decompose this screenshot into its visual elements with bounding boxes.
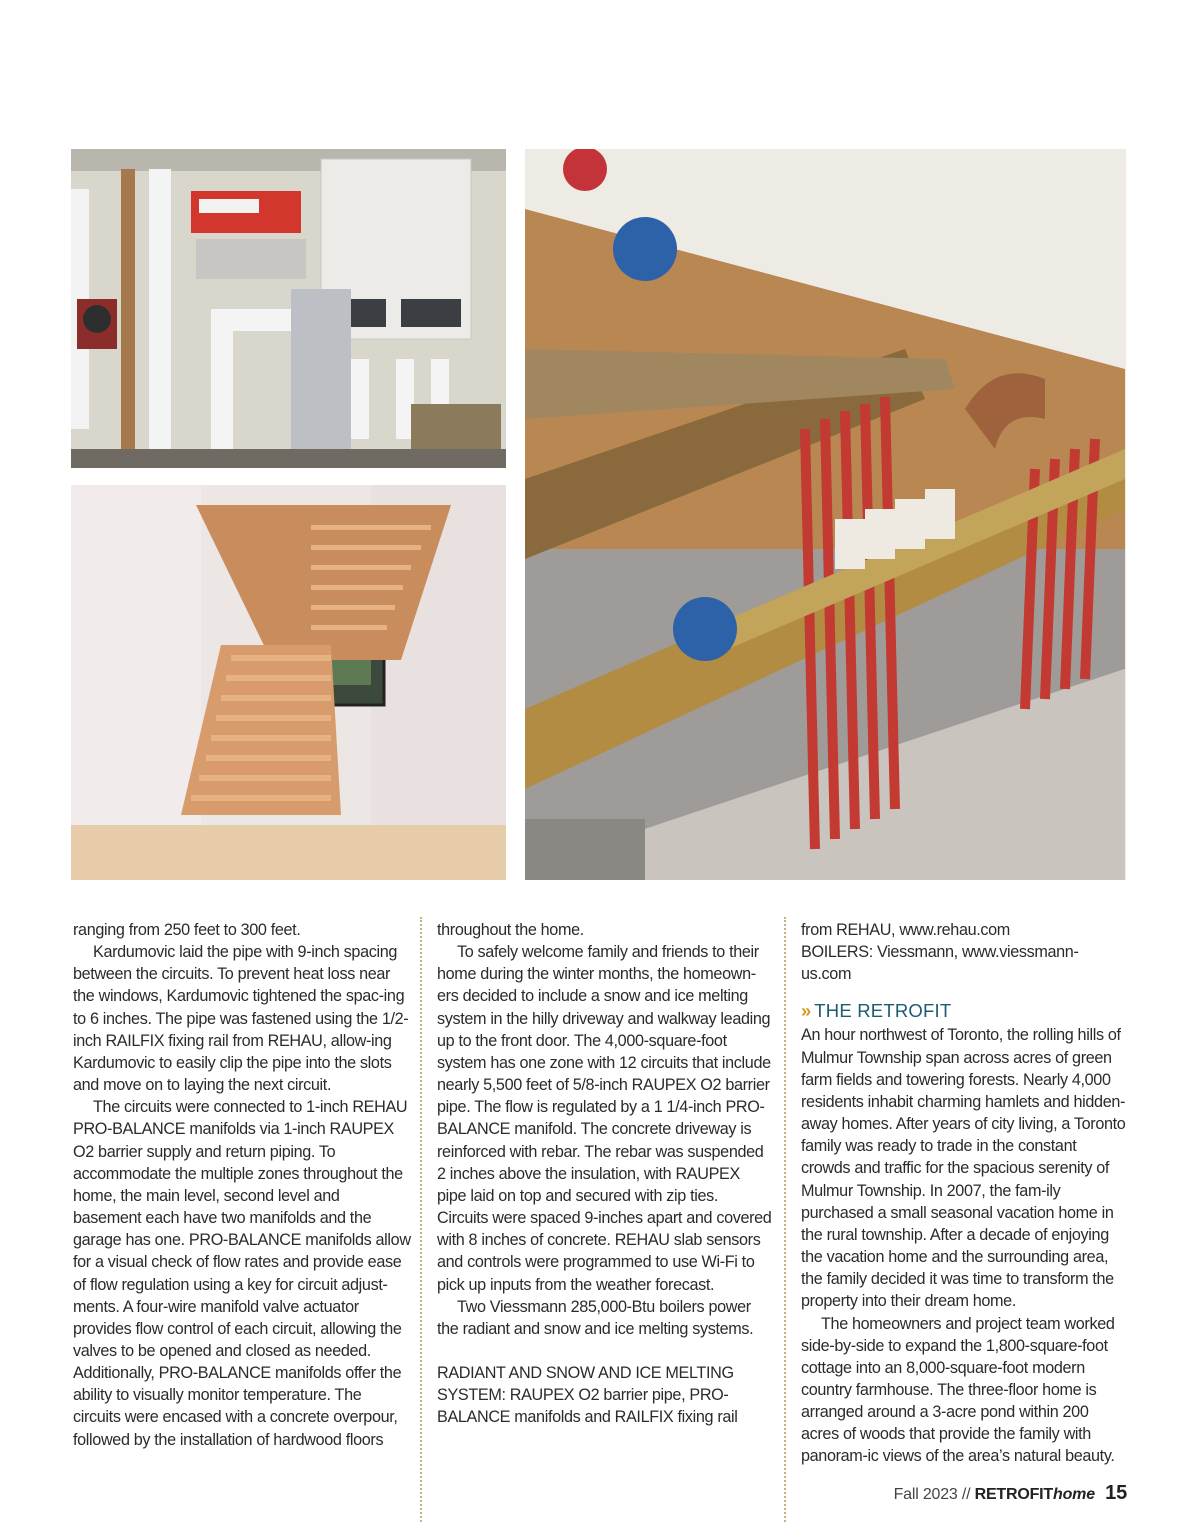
photo-staircase <box>71 485 506 880</box>
section-heading-text: THE RETROFIT <box>814 1000 952 1022</box>
paragraph: An hour northwest of Toronto, the rolling hills of Mulmur Township span across acres of green farm fields and towering forests. Nearly 4,000 residents inhabit charming hamlets and hidden-away homes. After years of city living, a Toronto family was ready to trade in the constant crowds and traffic for the spacious serenity of Mulmur Township. In 2007, the fam-ily purchased a small seasonal vacation home in the rural township. After a decade of enjoying the vacation home and the surrounding area, the family decided it was time to transform the property into their dream home. <box>801 1026 1126 1311</box>
publication-name: RETROFIThome <box>974 1486 1095 1503</box>
page-footer <box>894 1482 1127 1505</box>
chevron-icon: » <box>801 1000 809 1022</box>
source-credit: RADIANT AND SNOW AND ICE MELTING SYSTEM: RAUPEX O2 barrier pipe, PRO-BALANCE manifolds and RAILFIX fixing rail <box>437 1363 738 1427</box>
section-heading <box>801 999 1127 1023</box>
paragraph: The circuits were connected to 1-inch REHAU PRO-BALANCE manifolds via 1-inch RAUPEX O2 barrier supply and return piping. To accommodate the multiple zones throughout the home, the main level, second level and basement each have two manifolds and the garage has one. PRO-BALANCE manifolds allow for a visual check of flow rates and provide ease of flow regulation using a key for circuit adjust-ments. A four-wire manifold valve actuator provides flow control of each circuit, allowing the valves to be opened and closed as needed. Additionally, PRO-BALANCE manifolds offer the ability to visually monitor temperature. The circuits were encased with a concrete overpour, followed by the installation of hardwood floors <box>73 1098 411 1449</box>
source-credit: from REHAU, www.rehau.com <box>801 921 1010 939</box>
page-number: 15 <box>1105 1482 1127 1504</box>
body-column-2 <box>437 919 773 1428</box>
photo-mechanical-room <box>71 149 506 468</box>
photo-manifolds <box>525 149 1126 880</box>
paragraph: To safely welcome family and friends to their home during the winter months, the homeown-ers decided to include a snow and ice melting system in the hilly driveway and walkway leading up to the front door. The 4,000-square-foot system has one zone with 12 circuits that include nearly 5,500 feet of 5/8-inch RAUPEX O2 barrier pipe. The flow is regulated by a 1 1/4-inch PRO-BALANCE manifold. The concrete driveway is reinforced with rebar. The rebar was suspended 2 inches above the insulation, with RAUPEX pipe laid on top and secured with zip ties. Circuits were spaced 9-inches apart and covered with 8 inches of concrete. REHAU slab sensors and controls were programmed to use Wi-Fi to pick up inputs from the weather forecast. <box>437 943 772 1294</box>
source-credit: BOILERS: Viessmann, www.viessmann-us.com <box>801 943 1079 984</box>
paragraph: ranging from 250 feet to 300 feet. <box>73 921 301 939</box>
issue-label: Fall 2023 // <box>893 1486 971 1503</box>
paragraph: Kardumovic laid the pipe with 9-inch spacing between the circuits. To prevent heat loss near the windows, Kardumovic tightened the spac-ing to 6 inches. The pipe was fastened using the 1/2-inch RAILFIX fixing rail from REHAU, allow-ing Kardumovic to easily clip the pipe into the slots and move on to laying the next circuit. <box>73 943 409 1095</box>
column-rule-2 <box>784 917 786 1522</box>
column-rule-1 <box>420 917 422 1522</box>
paragraph: The homeowners and project team worked side-by-side to expand the 1,800-square-foot cottage into an 8,000-square-foot modern country farmhouse. The three-floor home is arranged around a 3-acre pond within 200 acres of woods that provide the family with panoram-ic views of the area’s natural beauty. <box>801 1314 1115 1466</box>
paragraph: Two Viessmann 285,000-Btu boilers power the radiant and snow and ice melting systems. <box>437 1297 754 1338</box>
body-column-1 <box>73 919 411 1451</box>
body-column-3 <box>801 919 1127 1468</box>
paragraph: throughout the home. <box>437 921 584 939</box>
